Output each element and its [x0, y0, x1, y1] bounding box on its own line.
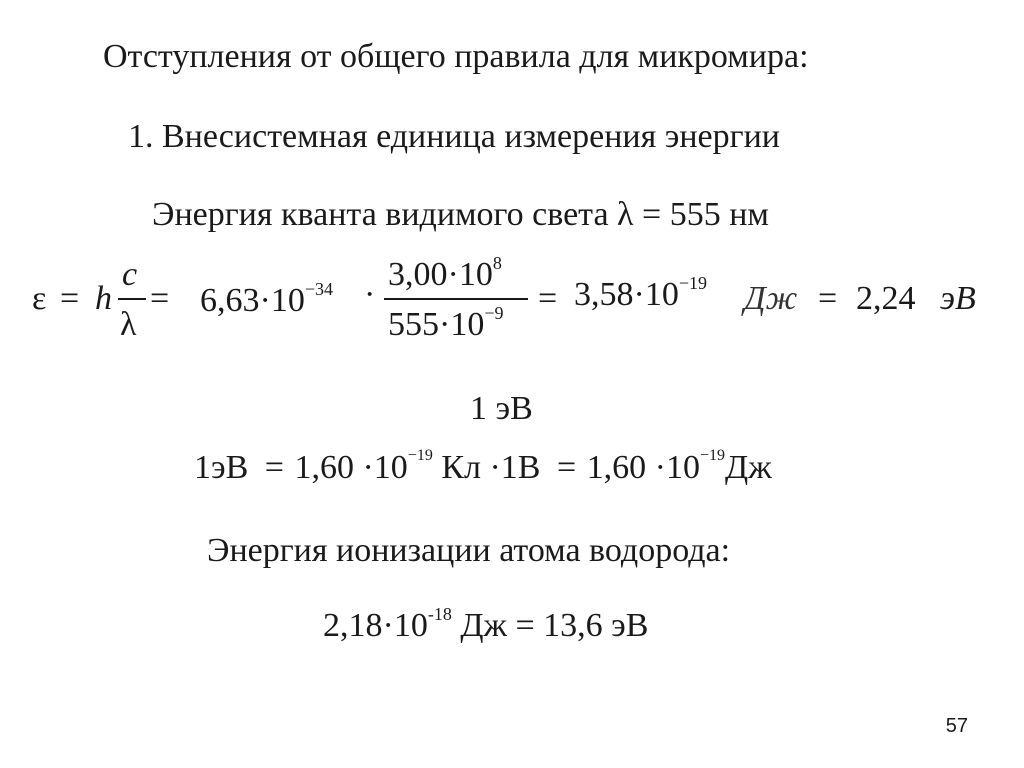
joule-exponent: −19 — [700, 447, 726, 464]
equals-sign: = — [150, 280, 170, 317]
one-ev-label: 1 эВ — [470, 390, 533, 427]
quantum-energy-line: Энергия кванта видимого света λ = 555 нм — [152, 196, 769, 233]
ev-equivalence — [194, 447, 772, 486]
result-ev-value: 2,24 — [856, 280, 916, 317]
epsilon-symbol: ε — [32, 280, 47, 317]
item-1-heading: 1. Внесистемная единица измерения энергии — [128, 118, 780, 155]
unit-joule: Дж — [744, 280, 798, 317]
multiply-dot: · — [364, 276, 376, 313]
slide-title: Отступления от общего правила для микромира: — [103, 38, 809, 75]
numerator-c: c — [122, 256, 138, 293]
planck-h: h — [95, 280, 112, 317]
ev-left: 1эВ — [194, 449, 249, 486]
denominator-wavelength: $555\cdot 10^{-9}$ — [388, 303, 504, 343]
charge-exponent: −19 — [407, 447, 433, 464]
joule-value: 1,60 ·10 — [586, 449, 700, 486]
joule-unit: Дж — [725, 449, 772, 486]
hydrogen-ionization-energy: $2,18\cdot 10^{-18}$ Дж = 13,6 эВ — [323, 604, 649, 644]
energy-formula — [32, 250, 1002, 360]
page-number: 57 — [945, 715, 968, 737]
unit-ev: эВ — [940, 280, 976, 317]
charge-value: 1,60 ·10 — [294, 449, 408, 486]
planck-constant: $6,63\cdot 10^{-34}$ — [200, 279, 333, 319]
fraction-bar-main — [384, 298, 528, 300]
equals-sign: = — [264, 449, 284, 486]
denominator-lambda: λ — [120, 306, 137, 343]
result-joules: $3,58\cdot 10^{-19}$ — [574, 273, 707, 313]
equals-sign: = — [818, 280, 838, 317]
fraction-bar-c-lambda — [118, 298, 146, 300]
equals-sign: = — [538, 280, 558, 317]
numerator-speed-of-light: $3,00\cdot 10^8$ — [388, 253, 502, 293]
coulomb-volt: Кл ·1В — [441, 449, 541, 486]
equals-sign: = — [60, 280, 80, 317]
ionization-heading: Энергия ионизации атома водорода: — [207, 532, 731, 569]
equals-sign: = — [556, 449, 577, 486]
